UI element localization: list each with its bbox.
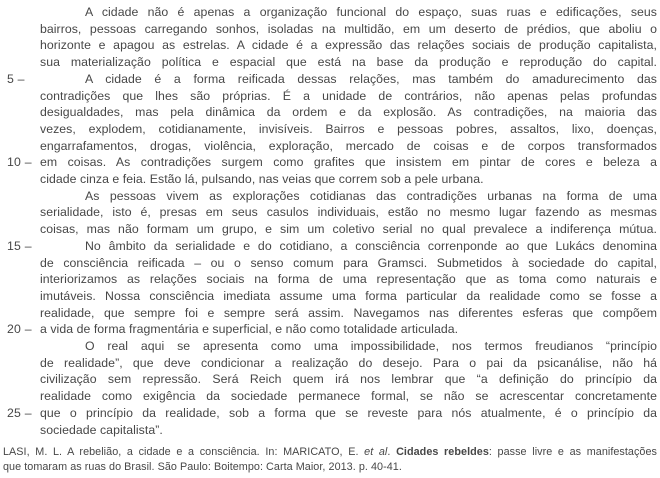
text-line [3, 355, 657, 372]
text-line [3, 388, 657, 405]
line-text: No âmbito da serialidade e do cotidiano, a consciência correnponde ao que Lukács denomina [85, 238, 657, 253]
line-text: bairros, pessoas carregando sonhos, isoladas na multidão, em um deserto de prédios, que aboliu o [40, 21, 657, 36]
line-text: engarrafamentos, drogas, violência, exploração, mercado de coisas e de corpos transformados [40, 138, 657, 153]
text-line [3, 371, 657, 388]
text-line [3, 321, 657, 338]
text-line [3, 37, 657, 54]
line-text: contradições que lhes são próprias. É a unidade de contrários, não apenas pelas profundas [40, 88, 657, 103]
line-text: A cidade não é apenas a organização funcional do espaço, suas ruas e edificações, seus [85, 5, 657, 19]
line-number: 5 – [7, 71, 25, 86]
line-text: desigualdades, mas pela dinâmica da ordem e da explosão. As contradições, na maioria das [40, 105, 657, 120]
line-text: de realidade”, que deve condicionar a realização do desejo. Para o pai da psicanálise, não há [40, 355, 657, 370]
text-line [3, 188, 657, 205]
citation-segment: . [387, 446, 397, 459]
line-text: imutáveis. Nossa consciência imediata assume uma forma particular da realidade como se fosse a [40, 288, 657, 303]
line-text: coisas, mas não formam um grupo, e sim um coletivo serial no qual prevalece a indiferença mútua. [40, 222, 657, 237]
citation-segment: et al [364, 446, 388, 459]
line-text: a vida de forma fragmentária e superficial, e não como totalidade articulada. [40, 322, 459, 337]
line-text: serialidade, isto é, presas em seus casulos individuais, estão no mesmo lugar fazendo as mesmas [40, 205, 657, 220]
text-lines [3, 4, 657, 438]
text-line [3, 71, 657, 88]
citation-segment: LASI, M. L. A rebelião, a cidade e a consciência. In: MARICATO, E. [3, 446, 365, 459]
text-line [3, 88, 657, 105]
line-text: O real aqui se apresenta como uma impossibilidade, nos termos freudianos “princípio [85, 339, 657, 354]
citation-line [3, 460, 657, 475]
line-number: 20 – [7, 322, 32, 337]
text-line [3, 171, 657, 188]
text-line [3, 221, 657, 238]
text-line [3, 204, 657, 221]
citation-segment: : passe livre e as manifestações [488, 446, 657, 459]
line-text: sua materialização política e espacial que está na base da produção e reprodução do capital. [40, 55, 657, 70]
text-line [3, 121, 657, 138]
text-line [3, 54, 657, 71]
line-text: que o princípio da realidade, sob a forma que se reveste para nós atualmente, é o princípio da [40, 405, 657, 420]
line-text: em coisas. As contradições surgem como grafites que insistem em pintar de cores e beleza a [40, 155, 657, 170]
text-line [3, 138, 657, 155]
text-line [3, 238, 657, 255]
citation [3, 445, 657, 475]
line-text: horizonte e apagou as estrelas. A cidade é a expressão das relações sociais de produção capitalista, [40, 38, 657, 53]
text-line [3, 154, 657, 171]
citation-segment: Cidades rebeldes [396, 446, 489, 459]
text-line [3, 104, 657, 121]
citation-line [3, 445, 657, 460]
citation-segment: que tomaram as ruas do Brasil. São Paulo: Boitempo: Carta Maior, 2013. p. 40-41. [3, 461, 402, 474]
text-line [3, 338, 657, 355]
text-line [3, 288, 657, 305]
line-number: 25 – [7, 405, 32, 420]
line-text: As pessoas vivem as explorações cotidianas das contradições urbanas na forma de uma [85, 188, 657, 203]
text-line [3, 271, 657, 288]
line-text: vezes, explodem, cotidianamente, invisíveis. Bairros e pessoas pobres, assaltos, lixo, doenças, [40, 121, 657, 136]
line-text: realidade como exigência da sociedade permanece formal, se não se acrescentar concretamente [40, 389, 657, 404]
line-text: A cidade é a forma reificada dessas relações, mas também do amadurecimento das [85, 71, 657, 86]
text-line [3, 4, 657, 21]
line-text: cidade cinza e feia. Estão lá, pulsando, nas veias que correm sob a pele urbana. [40, 172, 484, 187]
line-number: 15 – [7, 238, 32, 253]
line-text: interiorizamos as relações sociais na forma de uma representação que as toma como naturais e [40, 272, 657, 287]
text-line [3, 255, 657, 272]
line-text: de consciência reificada – ou o senso comum para Gramsci. Submetidos à sociedade do capital, [40, 255, 657, 270]
line-text: civilização sem repressão. Será Reich quem irá nos lembrar que “a definição do princípio da [40, 372, 657, 387]
line-text: sociedade capitalista”. [40, 422, 163, 437]
text-line [3, 21, 657, 38]
line-number: 10 – [7, 155, 32, 170]
text-line [3, 405, 657, 422]
text-line [3, 422, 657, 439]
text-line [3, 305, 657, 322]
line-text: realidade, que sempre foi e sempre será assim. Navegamos nas diferentes esferas que compõem [40, 305, 657, 320]
